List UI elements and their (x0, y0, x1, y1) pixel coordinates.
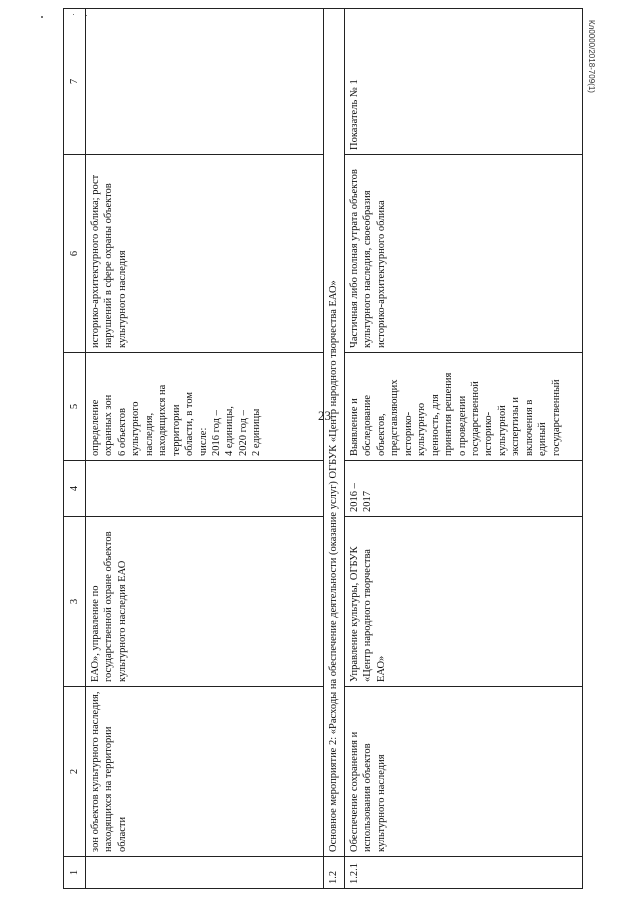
measure-name-cell: зон объектов культурного наследия, находящихся на территории области (86, 687, 324, 857)
executor-cell: Управление культуры, ОГБУК «Центр народного творчества ЕАО» (345, 517, 583, 687)
section-row (324, 9, 345, 889)
page-number: 23 (318, 408, 331, 423)
result-line: историко- (402, 411, 414, 456)
result-line: территории (170, 404, 182, 456)
column-number: 3 (64, 517, 86, 687)
result-line: культурной (496, 405, 508, 456)
result-line: объектов, (375, 413, 387, 456)
period-cell (86, 461, 324, 517)
result-line: охранных зон (103, 394, 115, 456)
consequences-cell: Частичная либо полная утрата объектов культурного наследия, своеобразия историко-архитектурного облика (345, 155, 583, 353)
consequences-cell: историко-архитектурного облика; рост нарушений в сфере охраны объектов культурного наследия (86, 155, 324, 353)
result-line: 4 единицы, (224, 406, 236, 456)
row-number-cell (86, 857, 324, 889)
measure-name-cell: Обеспечение сохранения и использования объектов культурного наследия (345, 687, 583, 857)
indicator-cell: Показатель № 1 (345, 9, 583, 155)
column-number: 6 (64, 155, 86, 353)
column-number-row (64, 9, 86, 889)
result-line: 6 объектов (116, 408, 128, 456)
row-number-cell: 1.2.1 (345, 857, 583, 889)
result-line: 2 единицы (251, 408, 263, 456)
result-line: определение (90, 399, 101, 456)
column-number: 2 (64, 687, 86, 857)
column-number: 4 (64, 461, 86, 517)
section-number: 1.2 (324, 857, 345, 889)
measures-table (63, 8, 583, 889)
result-line: 2016 год – (210, 410, 222, 456)
result-line: представляющих (389, 379, 401, 456)
table-row (345, 9, 583, 889)
result-line: государственный (550, 379, 562, 456)
section-title: Основное мероприятие 2: «Расходы на обеспечение деятельности (оказание услуг) ОГБУК «Центр народного творчества ЕАО» (324, 9, 345, 857)
table-row (86, 9, 324, 889)
result-line: 2020 год – (237, 410, 249, 456)
result-cell (86, 353, 324, 461)
executor-cell: ЕАО», управление по государственной охране объектов культурного наследия ЕАО (86, 517, 324, 687)
indicator-cell (86, 9, 324, 155)
column-number: 7 (64, 9, 86, 155)
column-number: 5 (64, 353, 86, 461)
document-code: Кл0000/2018-709(1) (587, 20, 596, 93)
result-line: государственной (469, 381, 481, 456)
result-line: находящихся на (157, 384, 169, 456)
result-line: культурного (130, 401, 142, 456)
result-line: о проведении (456, 395, 468, 456)
result-line: ценность, для (429, 394, 441, 456)
column-number: 1 (64, 857, 86, 889)
scan-speck (41, 16, 43, 18)
result-line: принятия решения (443, 372, 455, 456)
result-line: единый (537, 422, 549, 456)
result-line: культурную (416, 402, 428, 456)
result-line: обследование (362, 395, 374, 456)
result-line: области, в том (184, 391, 196, 456)
result-cell (345, 353, 583, 461)
result-line: историко- (483, 411, 495, 456)
rotated-table-wrapper (63, 9, 583, 889)
result-line: включения в (523, 399, 535, 456)
period-cell: 2016 – 2017 (345, 461, 583, 517)
result-line: наследия, (143, 412, 155, 456)
result-line: экспертизы и (510, 396, 522, 456)
result-line: Выявление и (349, 398, 360, 456)
result-line: числе: (197, 427, 209, 456)
